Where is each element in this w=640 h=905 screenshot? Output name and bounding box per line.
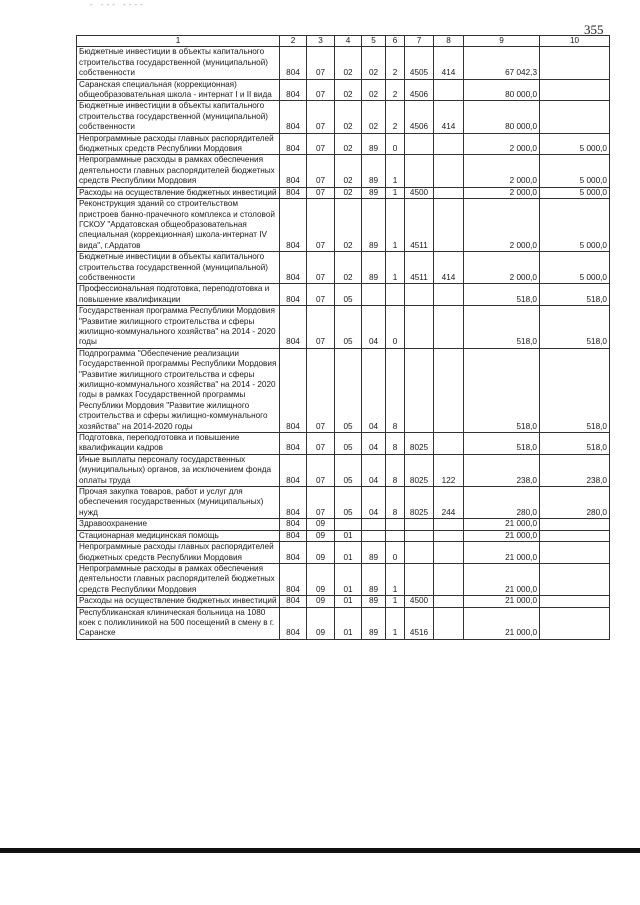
row-name-cell: Прочая закупка товаров, работ и услуг для обеспечения государственных (муниципальных) нужд <box>77 487 280 519</box>
row-value-cell-c9: 2 000,0 <box>464 187 540 198</box>
row-value-cell-c2: 804 <box>280 79 307 101</box>
row-value-cell-c7 <box>405 563 434 595</box>
row-value-cell-c9: 518,0 <box>464 433 540 455</box>
row-value-cell-c3: 07 <box>307 101 335 133</box>
row-value-cell-c6: 0 <box>386 133 405 155</box>
row-value-cell-c4: 02 <box>335 199 362 252</box>
row-value-cell-c3: 09 <box>307 519 335 530</box>
row-name-cell: Непрограммные расходы главных распорядителей бюджетных средств Республики Мордовия <box>77 133 280 155</box>
scan-artifact-marks: - --- ---- <box>90 0 146 9</box>
row-name-cell: Саранская специальная (коррекционная) общеобразовательная школа - интернат I и II вида <box>77 79 280 101</box>
table-row <box>77 101 610 133</box>
row-value-cell-c3: 09 <box>307 542 335 564</box>
row-value-cell-c10: 5 000,0 <box>540 187 610 198</box>
row-value-cell-c3: 09 <box>307 563 335 595</box>
row-value-cell-c4: 02 <box>335 133 362 155</box>
row-value-cell-c7: 8025 <box>405 487 434 519</box>
row-value-cell-c3: 07 <box>307 433 335 455</box>
row-value-cell-c6: 1 <box>386 187 405 198</box>
row-value-cell-c2: 804 <box>280 542 307 564</box>
table-row <box>77 133 610 155</box>
row-name-cell: Профессиональная подготовка, переподготовка и повышение квалификации <box>77 284 280 306</box>
row-value-cell-c2: 804 <box>280 155 307 187</box>
row-name-cell: Подпрограмма "Обеспечение реализации Государственной программы Республики Мордовия "Развитие жилищного строительства и сферы жилищно-коммунального хозяйства" на 2014 - 2020 годы в рамках Государственной программы Республики Мордовия "Развитие жилищного строительства и сферы жилищно-коммунального хозяйства" на 2014-2020 годы <box>77 348 280 432</box>
row-value-cell-c4: 01 <box>335 596 362 607</box>
row-value-cell-c4: 05 <box>335 487 362 519</box>
row-value-cell-c7 <box>405 284 434 306</box>
row-value-cell-c10 <box>540 519 610 530</box>
row-value-cell-c10: 5 000,0 <box>540 133 610 155</box>
table-row <box>77 348 610 432</box>
row-value-cell-c5: 02 <box>362 101 386 133</box>
table-body <box>77 47 610 639</box>
row-value-cell-c3: 09 <box>307 530 335 541</box>
row-value-cell-c9: 518,0 <box>464 306 540 349</box>
row-value-cell-c4: 02 <box>335 252 362 284</box>
row-value-cell-c10: 280,0 <box>540 487 610 519</box>
row-value-cell-c3: 07 <box>307 155 335 187</box>
row-value-cell-c2: 804 <box>280 133 307 155</box>
row-value-cell-c6: 1 <box>386 252 405 284</box>
column-header: 5 <box>362 36 386 47</box>
row-value-cell-c6: 1 <box>386 155 405 187</box>
row-value-cell-c8 <box>434 199 464 252</box>
row-value-cell-c7 <box>405 542 434 564</box>
row-value-cell-c4: 05 <box>335 348 362 432</box>
row-value-cell-c8 <box>434 542 464 564</box>
row-value-cell-c6: 1 <box>386 563 405 595</box>
row-value-cell-c8 <box>434 284 464 306</box>
row-value-cell-c5: 04 <box>362 433 386 455</box>
column-header: 4 <box>335 36 362 47</box>
row-value-cell-c10 <box>540 530 610 541</box>
row-value-cell-c10: 238,0 <box>540 454 610 486</box>
row-value-cell-c8: 244 <box>434 487 464 519</box>
row-value-cell-c9: 80 000,0 <box>464 101 540 133</box>
row-value-cell-c4: 01 <box>335 530 362 541</box>
row-value-cell-c7: 4500 <box>405 596 434 607</box>
row-value-cell-c4: 02 <box>335 47 362 79</box>
row-value-cell-c2: 804 <box>280 454 307 486</box>
row-value-cell-c6: 8 <box>386 433 405 455</box>
row-value-cell-c4: 01 <box>335 607 362 639</box>
column-header: 1 <box>77 36 280 47</box>
row-value-cell-c8: 414 <box>434 101 464 133</box>
row-name-cell: Государственная программа Республики Мордовия "Развитие жилищного строительства и сферы жилищно-коммунального хозяйства" на 2014 - 2020 годы <box>77 306 280 349</box>
row-value-cell-c4: 01 <box>335 563 362 595</box>
column-header: 9 <box>464 36 540 47</box>
row-value-cell-c10 <box>540 79 610 101</box>
row-value-cell-c3: 07 <box>307 487 335 519</box>
row-value-cell-c7 <box>405 530 434 541</box>
row-value-cell-c5: 02 <box>362 47 386 79</box>
row-value-cell-c9: 21 000,0 <box>464 519 540 530</box>
row-name-cell: Здравоохранение <box>77 519 280 530</box>
row-value-cell-c10 <box>540 563 610 595</box>
row-value-cell-c6 <box>386 530 405 541</box>
row-value-cell-c3: 07 <box>307 348 335 432</box>
row-value-cell-c10: 518,0 <box>540 433 610 455</box>
row-value-cell-c6: 0 <box>386 542 405 564</box>
row-value-cell-c8 <box>434 79 464 101</box>
row-value-cell-c7 <box>405 348 434 432</box>
row-value-cell-c4 <box>335 519 362 530</box>
table-row <box>77 252 610 284</box>
row-name-cell: Непрограммные расходы главных распорядителей бюджетных средств Республики Мордовия <box>77 542 280 564</box>
row-value-cell-c5: 89 <box>362 187 386 198</box>
row-value-cell-c8 <box>434 348 464 432</box>
table-row <box>77 199 610 252</box>
row-value-cell-c6: 8 <box>386 454 405 486</box>
row-value-cell-c5: 89 <box>362 607 386 639</box>
table-row <box>77 433 610 455</box>
row-name-cell: Непрограммные расходы в рамках обеспечения деятельности главных распорядителей бюджетных средств Республики Мордовия <box>77 563 280 595</box>
row-name-cell: Бюджетные инвестиции в объекты капитального строительства государственной (муниципальной) собственности <box>77 47 280 79</box>
row-value-cell-c9: 280,0 <box>464 487 540 519</box>
row-value-cell-c2: 804 <box>280 187 307 198</box>
row-value-cell-c5: 04 <box>362 487 386 519</box>
row-value-cell-c3: 07 <box>307 454 335 486</box>
row-value-cell-c5 <box>362 284 386 306</box>
row-value-cell-c2: 804 <box>280 607 307 639</box>
row-value-cell-c9: 238,0 <box>464 454 540 486</box>
row-value-cell-c5: 89 <box>362 252 386 284</box>
table-row <box>77 519 610 530</box>
row-value-cell-c7: 4506 <box>405 79 434 101</box>
row-value-cell-c9: 21 000,0 <box>464 542 540 564</box>
row-value-cell-c9: 518,0 <box>464 284 540 306</box>
row-value-cell-c8 <box>434 596 464 607</box>
row-value-cell-c9: 21 000,0 <box>464 607 540 639</box>
row-value-cell-c7: 4511 <box>405 252 434 284</box>
row-name-cell: Бюджетные инвестиции в объекты капитального строительства государственной (муниципальной) собственности <box>77 252 280 284</box>
row-value-cell-c5: 89 <box>362 596 386 607</box>
row-value-cell-c5: 02 <box>362 79 386 101</box>
table-row <box>77 487 610 519</box>
column-header: 2 <box>280 36 307 47</box>
row-value-cell-c4: 05 <box>335 306 362 349</box>
row-value-cell-c2: 804 <box>280 530 307 541</box>
row-value-cell-c3: 07 <box>307 284 335 306</box>
row-value-cell-c6 <box>386 519 405 530</box>
row-value-cell-c2: 804 <box>280 519 307 530</box>
row-value-cell-c8 <box>434 306 464 349</box>
row-value-cell-c5: 89 <box>362 155 386 187</box>
row-value-cell-c2: 804 <box>280 487 307 519</box>
row-value-cell-c2: 804 <box>280 252 307 284</box>
row-name-cell: Непрограммные расходы в рамках обеспечения деятельности главных распорядителей бюджетных средств Республики Мордовия <box>77 155 280 187</box>
row-name-cell: Республиканская клиническая больница на 1080 коек с поликлиникой на 500 посещений в смену в г. Саранске <box>77 607 280 639</box>
row-name-cell: Стационарная медицинская помощь <box>77 530 280 541</box>
row-value-cell-c6: 1 <box>386 607 405 639</box>
row-value-cell-c9: 80 000,0 <box>464 79 540 101</box>
row-value-cell-c3: 07 <box>307 79 335 101</box>
table-row <box>77 607 610 639</box>
row-value-cell-c5: 89 <box>362 133 386 155</box>
table-row <box>77 542 610 564</box>
row-value-cell-c9: 2 000,0 <box>464 199 540 252</box>
row-value-cell-c9: 21 000,0 <box>464 530 540 541</box>
row-value-cell-c5: 04 <box>362 348 386 432</box>
table-row <box>77 530 610 541</box>
table-row <box>77 306 610 349</box>
row-value-cell-c3: 07 <box>307 187 335 198</box>
row-value-cell-c10 <box>540 607 610 639</box>
row-value-cell-c6: 8 <box>386 348 405 432</box>
row-value-cell-c8 <box>434 133 464 155</box>
row-value-cell-c2: 804 <box>280 596 307 607</box>
row-value-cell-c7: 4505 <box>405 47 434 79</box>
table-row <box>77 563 610 595</box>
row-value-cell-c10 <box>540 542 610 564</box>
row-value-cell-c7: 4511 <box>405 199 434 252</box>
row-value-cell-c9: 2 000,0 <box>464 155 540 187</box>
row-value-cell-c9: 67 042,3 <box>464 47 540 79</box>
column-header: 8 <box>434 36 464 47</box>
row-value-cell-c5: 04 <box>362 454 386 486</box>
table-row <box>77 155 610 187</box>
row-value-cell-c4: 01 <box>335 542 362 564</box>
row-value-cell-c6: 1 <box>386 596 405 607</box>
row-value-cell-c3: 07 <box>307 252 335 284</box>
column-header: 10 <box>540 36 610 47</box>
row-value-cell-c5: 04 <box>362 306 386 349</box>
row-value-cell-c2: 804 <box>280 47 307 79</box>
row-value-cell-c8 <box>434 530 464 541</box>
row-value-cell-c2: 804 <box>280 284 307 306</box>
row-value-cell-c8: 414 <box>434 252 464 284</box>
row-value-cell-c3: 07 <box>307 133 335 155</box>
row-value-cell-c6: 2 <box>386 47 405 79</box>
row-name-cell: Расходы на осуществление бюджетных инвестиций <box>77 187 280 198</box>
row-value-cell-c3: 09 <box>307 596 335 607</box>
table-row <box>77 454 610 486</box>
row-value-cell-c7 <box>405 306 434 349</box>
row-value-cell-c10: 518,0 <box>540 306 610 349</box>
row-name-cell: Подготовка, переподготовка и повышение квалификации кадров <box>77 433 280 455</box>
row-value-cell-c9: 2 000,0 <box>464 133 540 155</box>
budget-table <box>76 35 610 640</box>
row-value-cell-c2: 804 <box>280 563 307 595</box>
row-value-cell-c10 <box>540 596 610 607</box>
row-value-cell-c8 <box>434 155 464 187</box>
row-value-cell-c3: 09 <box>307 607 335 639</box>
row-value-cell-c10: 5 000,0 <box>540 199 610 252</box>
row-value-cell-c9: 21 000,0 <box>464 596 540 607</box>
row-value-cell-c8 <box>434 607 464 639</box>
row-value-cell-c2: 804 <box>280 101 307 133</box>
table-row <box>77 79 610 101</box>
row-value-cell-c2: 804 <box>280 433 307 455</box>
row-value-cell-c3: 07 <box>307 199 335 252</box>
column-header: 3 <box>307 36 335 47</box>
row-value-cell-c2: 804 <box>280 348 307 432</box>
row-value-cell-c7 <box>405 519 434 530</box>
row-value-cell-c8 <box>434 519 464 530</box>
row-value-cell-c7: 4516 <box>405 607 434 639</box>
row-value-cell-c4: 02 <box>335 187 362 198</box>
row-value-cell-c7: 8025 <box>405 433 434 455</box>
row-value-cell-c8 <box>434 563 464 595</box>
row-value-cell-c2: 804 <box>280 306 307 349</box>
row-value-cell-c7: 4500 <box>405 187 434 198</box>
row-value-cell-c8 <box>434 433 464 455</box>
row-value-cell-c7: 4506 <box>405 101 434 133</box>
row-value-cell-c6: 2 <box>386 101 405 133</box>
row-value-cell-c4: 02 <box>335 101 362 133</box>
row-value-cell-c5 <box>362 530 386 541</box>
row-value-cell-c8: 122 <box>434 454 464 486</box>
row-value-cell-c4: 05 <box>335 454 362 486</box>
row-value-cell-c6: 8 <box>386 487 405 519</box>
row-value-cell-c10 <box>540 47 610 79</box>
row-name-cell: Реконструкция зданий со строительством пристроев банно-прачечного комплекса и столовой ГСКОУ "Ардатовская общеобразовательная специальная (коррекционная) школа-интернат IV вида", г.Ардатов <box>77 199 280 252</box>
table-header-row <box>77 36 610 47</box>
row-value-cell-c4: 02 <box>335 79 362 101</box>
row-value-cell-c10: 5 000,0 <box>540 252 610 284</box>
row-value-cell-c6: 0 <box>386 306 405 349</box>
row-value-cell-c2: 804 <box>280 199 307 252</box>
column-header: 6 <box>386 36 405 47</box>
row-value-cell-c9: 21 000,0 <box>464 563 540 595</box>
row-value-cell-c5 <box>362 519 386 530</box>
table-row <box>77 47 610 79</box>
table-row <box>77 284 610 306</box>
table-row <box>77 187 610 198</box>
row-value-cell-c6: 2 <box>386 79 405 101</box>
row-value-cell-c10 <box>540 101 610 133</box>
row-value-cell-c9: 518,0 <box>464 348 540 432</box>
scan-bottom-bar <box>0 848 640 853</box>
column-header: 7 <box>405 36 434 47</box>
row-name-cell: Расходы на осуществление бюджетных инвестиций <box>77 596 280 607</box>
table-row <box>77 596 610 607</box>
row-value-cell-c4: 05 <box>335 284 362 306</box>
row-value-cell-c10: 518,0 <box>540 348 610 432</box>
row-value-cell-c10: 5 000,0 <box>540 155 610 187</box>
row-value-cell-c7 <box>405 133 434 155</box>
row-value-cell-c4: 05 <box>335 433 362 455</box>
row-value-cell-c5: 89 <box>362 542 386 564</box>
row-value-cell-c7: 8025 <box>405 454 434 486</box>
row-value-cell-c3: 07 <box>307 47 335 79</box>
row-name-cell: Бюджетные инвестиции в объекты капитального строительства государственной (муниципальной) собственности <box>77 101 280 133</box>
row-value-cell-c8: 414 <box>434 47 464 79</box>
row-value-cell-c4: 02 <box>335 155 362 187</box>
row-value-cell-c9: 2 000,0 <box>464 252 540 284</box>
row-value-cell-c5: 89 <box>362 563 386 595</box>
row-value-cell-c8 <box>434 187 464 198</box>
row-value-cell-c5: 89 <box>362 199 386 252</box>
row-name-cell: Иные выплаты персоналу государственных (муниципальных) органов, за исключением фонда оплаты труда <box>77 454 280 486</box>
row-value-cell-c6: 1 <box>386 199 405 252</box>
row-value-cell-c10: 518,0 <box>540 284 610 306</box>
row-value-cell-c7 <box>405 155 434 187</box>
row-value-cell-c3: 07 <box>307 306 335 349</box>
page-number: 355 <box>584 22 604 37</box>
row-value-cell-c6 <box>386 284 405 306</box>
